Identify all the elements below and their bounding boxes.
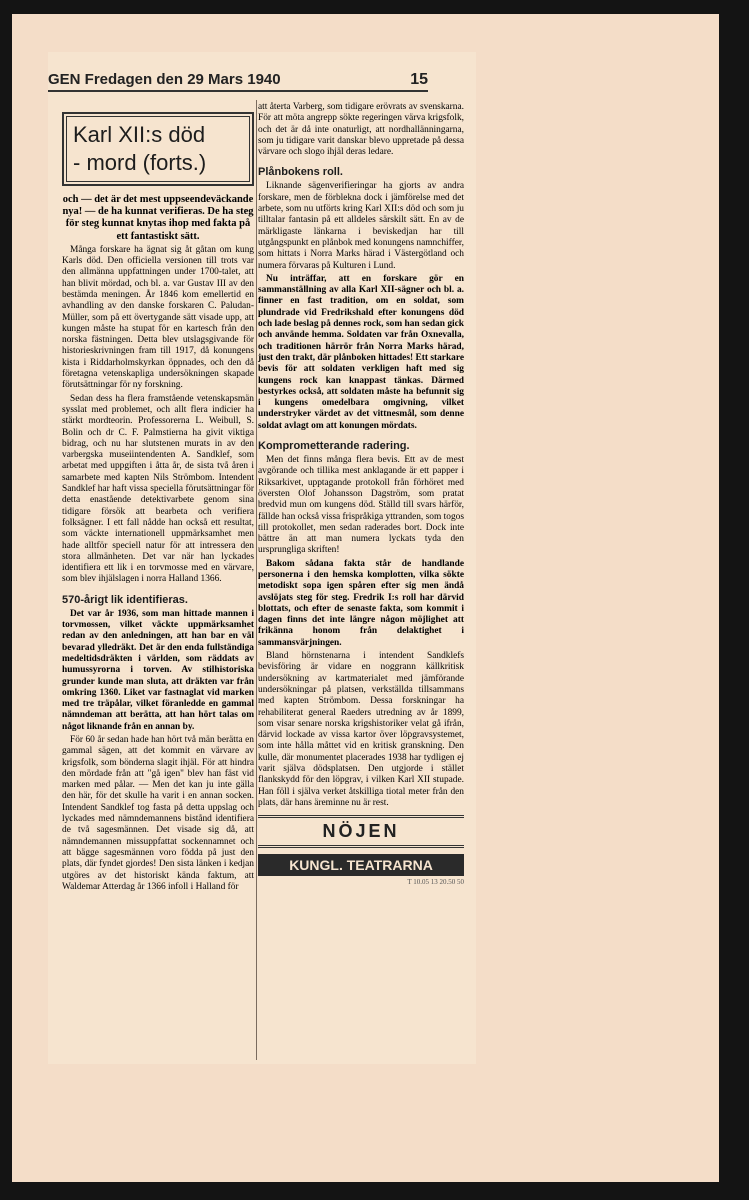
page-header	[48, 71, 428, 92]
section-banner-nojen: NÖJEN	[258, 815, 464, 848]
column-divider	[256, 100, 257, 1060]
paragraph: Många forskare ha ägnat sig åt gåtan om kung Karls död. Den officiella versionen till trots var den allmänna uppfattningen under 1700-talet, att han blivit mördad, och bl. a. var Gustav III av den bestämda meningen. År 1846 kom emellertid en avhandling av den danske forskaren C. Paludan-Müller, som på ett övertygande sätt visade upp, att kungen måste ha stupat för en kartesch från den norska fästningen. Detta blev utslagsgivande för historieskrivningen fram till 1917, då konungens kista i Riddarholmskyrkan öppnades, och den då företagna vetenskapliga undersökningen skapade förutsättningar för ny forskning.	[62, 244, 254, 391]
header-left: GEN Fredagen den 29 Mars 1940	[48, 71, 281, 88]
subheading: Komprometterande radering.	[258, 440, 410, 453]
title-line-2: - mord (forts.)	[73, 150, 207, 175]
paragraph: Liknande sägenverifieringar ha gjorts av andra forskare, men de förbleknа dock i jämförelse med det arbete, som nu utförts kring Karl XII:s död och som ju tilltalar fantasin på ett alldeles särskilt sätt. En av de märkligaste länkarna i beviskedjan har till utgångspunkt en plånbok med konungens namnchiffer, som hittats i Norra Marks härad i Västergötland och numera förvaras på Kulturen i Lund.	[258, 181, 464, 271]
column-left	[62, 112, 254, 895]
column-right	[258, 102, 464, 886]
paragraph: Men det finns många flera bevis. Ett av de mest avgörande och tillika mest anklagande är ett papper i Riksarkivet, upptagande protokoll från förhöret med översten Olof Johansson Dagström, som pratat bredvid mun om kungens död. Ställd till svars härför, fällde han också vissa frispråkiga yttranden, som togos till protokollet, men sedan raderades bort. Dock inte bättre än att man numera lyckats tyda den ursprungliga skriften!	[258, 455, 464, 556]
paragraph: att återta Varberg, som tidigare erövrats av svenskarna. För att möta angrepp sökte regeringen värva krigsfolk, och det är då inte onaturligt, att nordhallänningarna, som ju tidigare varit danskar blevo uppretade på dessa värvare och slogo ihjäl deras ledare.	[258, 102, 464, 158]
article-title-box	[62, 112, 254, 186]
lead-paragraph: och — det är det mest uppseendeväckande nya! — de ha kunnat verifieras. De ha steg för steg kunnat knytas ihop med fakta på ett fantastiskt sätt.	[62, 194, 254, 242]
paragraph: Sedan dess ha flera framstående vetenskapsmän sysslat med problemet, och allt flera indicier ha stärkt mordteorin. Professorerna L. Weibull, S. Bolin och dr C. F. Palmstierna ha givit viktiga bidrag, och nu har slutstenen murats in av den varbergska museiintendenten A. Sandklef, som arbetat med uppgiften i åtta år, de sista två åren i samarbete med kapten Nils Strömbom. Intendent Sandklef har haft vissa speciella förutsättningar för detta enastående detektivarbete genom sina tidigare försök att bearbeta och verifiera folksägner. I ett fall nådde han också ett resultat, som väckte internationell uppmärksamhet men hade alltför speciell natur för att intressera den stora allmänheten. Det var när han lyckades identifiera ett lik i en torvmosse med en värvare, som blev ihjälslagen i norra Halland 1366.	[62, 393, 254, 585]
subheading: 570-årigt lik identifieras.	[62, 593, 188, 606]
ad-heading-kungl-teatrarna: KUNGL. TEATRARNA	[258, 854, 464, 876]
ad-timestamp: T 10.05 13 20.50 50	[407, 878, 464, 887]
page-number: 15	[410, 71, 428, 88]
paragraph: Det var år 1936, som man hittade mannen i torvmossen, vilket väckte uppmärksamhet redan av den anledningen, att han bar en väl bevarad ylledräkt. Det är den enda fullständiga medeltidsdräkten i världen, som räddats av humussyrorna i torven. Av stilhistoriska grunder kunde man sluta, att dräkten var från omkring 1360. Liket var fastnaglat vid marken med tre träpålar, vilket föranledde en gammal nämndeman att berätta, att han hört talas om något liknande från en annan by.	[62, 608, 254, 732]
subheading: Plånbokens roll.	[258, 166, 343, 179]
paragraph: Bland hörnstenarna i intendent Sandklefs bevisföring är vidare en noggrann källkritisk undersökning av kartmaterialet med jämförande undersökningar på platsen, verkställda tillsammans med kapten Strömbom. Dessa forskningar ha rehabiliterat general Raeders utredning av år 1899, som visar senare norska krigshistoriker velat gå ifrån, därvid lockade av vissa kartor över löpgravsystemet, som inte hålla måttet vid en kritisk granskning. Den kulle, där monumentet placerades 1938 har tydligen ej varit själva dödsplatsen. Den utgjorde i stället flankskydd för den löpgrav, i vilken Karl XII stupade. Han föll i själva verket åtskilliga tiotal meter från den plats, där hans äreminne nu är rest.	[258, 651, 464, 808]
title-line-1: Karl XII:s död	[73, 122, 206, 147]
paragraph: Bakom sådana fakta står de handlande personerna i den hemska komplotten, vilka sökte metodiskt sopa igen spåren efter sig men ändå avslöjats steg för steg. Fredrik I:s roll har därvid blottats, och efter de senaste fakta, som kommit i dagen finns det inte längre någon möjlighet att frikänna honom från delaktighet i sammansvärjningen.	[258, 558, 464, 648]
paragraph: Nu inträffar, att en forskare gör en sammanställning av alla Karl XII-sägner och bl. a. finner en fast tradition, om en soldat, som plundrade vid Fredrikshald efter konungens död och lade beslag på dennes rock, som han sedan gick och använde hemma. Soldaten var från Oxnevalla, och traditionen härrör från Norra Marks härad, just den trakt, där plånboken hittades! Ett starkare bevis för att soldaten verkligen haft med sig kungens rock kan knappast tänkas. Därmed bestyrkes också, att soldaten måste ha befunnit sig i kungens omedelbara omgivning, vilket understryker värdet av det vittnesmål, som denne soldat avlagt om att konungen mördats.	[258, 273, 464, 431]
paragraph: För 60 år sedan hade han hört två män berätta en gammal sägen, att det kommit en värvare av krigsfolk, som bönderna slagit ihjäl. För att hindra den mördade från att "gå igen" blev han fäst vid marken med pålar. — Men det kan ju inte gälla den här, för det skulle ha varit i en annan socken. Intendent Sandklef tog fasta på detta uppslag och lyckades med nämndemannens bistånd identifiera de två sagesmännen. Det visade sig då, att nämndemannen missuppfattat sockennamnet och att bägge sagesmännen voro födda på just den plats, där fyndet gjordes! Den sista länken i kedjan utgöres av det historiskt kända faktum, att Waldemar Atterdag år 1366 infoll i Halland för	[62, 734, 254, 892]
